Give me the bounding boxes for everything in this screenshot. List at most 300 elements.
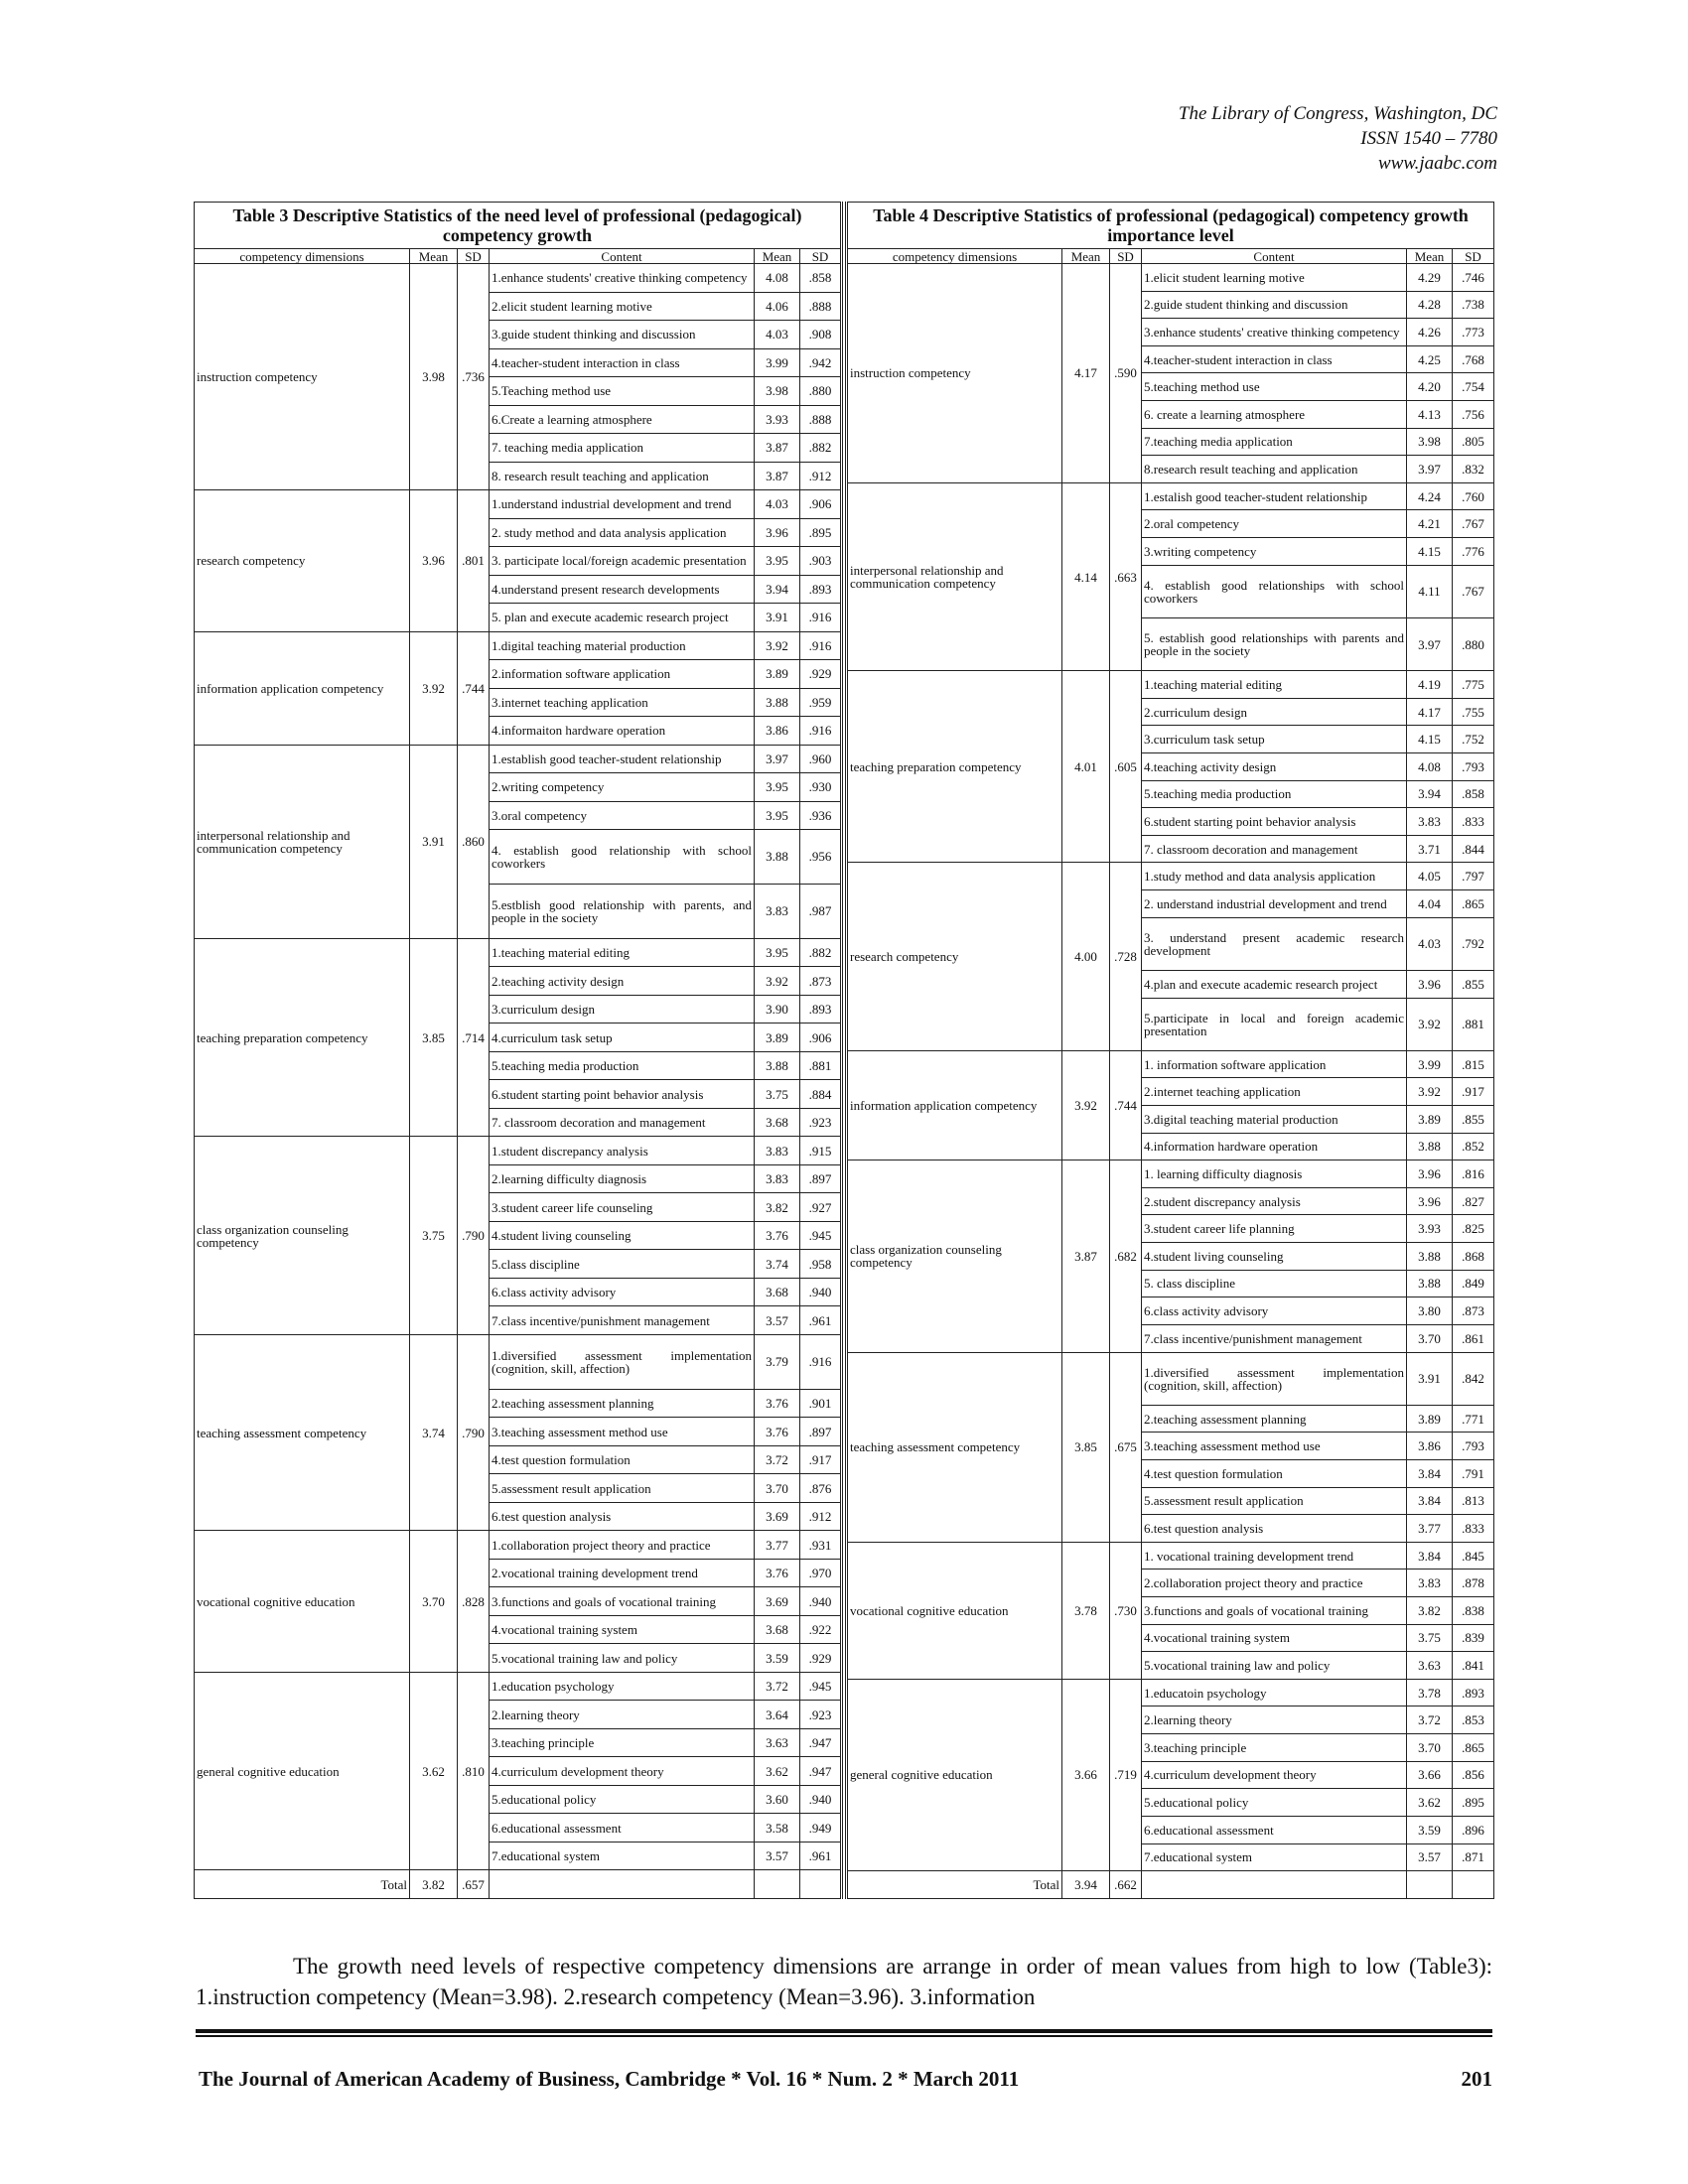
page-number: 201 xyxy=(1461,2067,1492,2091)
item-sd: .805 xyxy=(1453,428,1494,456)
item-sd: .901 xyxy=(800,1389,842,1418)
col-header-mean: Mean xyxy=(1062,249,1110,264)
item-mean: 3.94 xyxy=(755,575,800,604)
table-row xyxy=(847,264,1494,292)
item-mean: 3.68 xyxy=(755,1108,800,1137)
table-row xyxy=(195,1672,842,1701)
dimension-sd: .744 xyxy=(1110,1050,1142,1160)
item-mean: 3.64 xyxy=(755,1701,800,1729)
item-mean: 3.86 xyxy=(1407,1433,1453,1460)
item-sd: .987 xyxy=(800,884,842,938)
item-sd: .906 xyxy=(800,1024,842,1052)
dimension-cell: teaching preparation competency xyxy=(195,938,410,1137)
item-content: 2.oral competency xyxy=(1142,510,1407,538)
col-header-sd: SD xyxy=(458,249,490,264)
item-sd: .773 xyxy=(1453,319,1494,346)
item-mean: 3.76 xyxy=(755,1559,800,1587)
item-content: 3.teaching principle xyxy=(1142,1734,1407,1762)
item-sd: .838 xyxy=(1453,1597,1494,1625)
item-content: 4.information hardware operation xyxy=(1142,1133,1407,1160)
item-content: 4. establish good relationship with school coworkers xyxy=(490,830,755,885)
dimension-sd: .736 xyxy=(458,264,490,490)
item-mean: 3.94 xyxy=(1407,780,1453,808)
item-sd: .856 xyxy=(1453,1761,1494,1789)
item-content: 4.test question formulation xyxy=(490,1445,755,1474)
item-sd: .793 xyxy=(1453,753,1494,781)
item-sd: .752 xyxy=(1453,726,1494,753)
item-sd: .841 xyxy=(1453,1652,1494,1680)
dimension-cell: vocational cognitive education xyxy=(847,1542,1062,1679)
item-sd: .916 xyxy=(800,1334,842,1389)
item-content: 3.internet teaching application xyxy=(490,688,755,717)
item-content: 1.estalish good teacher-student relationship xyxy=(1142,482,1407,510)
item-sd: .947 xyxy=(800,1757,842,1786)
item-mean: 3.99 xyxy=(1407,1050,1453,1078)
dimension-mean: 3.70 xyxy=(410,1531,458,1673)
item-mean: 3.83 xyxy=(755,1164,800,1193)
item-mean: 3.93 xyxy=(755,405,800,434)
dimension-mean: 4.14 xyxy=(1062,482,1110,670)
item-content: 1. learning difficulty diagnosis xyxy=(1142,1160,1407,1188)
item-sd: .959 xyxy=(800,688,842,717)
item-sd: .833 xyxy=(1453,808,1494,836)
item-sd: .865 xyxy=(1453,1734,1494,1762)
item-content: 3.teaching assessment method use xyxy=(1142,1433,1407,1460)
item-mean: 3.60 xyxy=(755,1785,800,1814)
item-content: 4.teaching activity design xyxy=(1142,753,1407,781)
item-mean: 4.15 xyxy=(1407,538,1453,566)
item-mean: 3.87 xyxy=(755,434,800,463)
item-mean: 3.57 xyxy=(1407,1843,1453,1871)
item-mean: 3.70 xyxy=(755,1474,800,1503)
item-sd: .931 xyxy=(800,1531,842,1560)
item-content: 6.educational assessment xyxy=(490,1814,755,1843)
item-content: 7. teaching media application xyxy=(490,434,755,463)
item-content: 5.participate in local and foreign academic presentation xyxy=(1142,998,1407,1050)
header-library: The Library of Congress, Washington, DC xyxy=(1178,103,1497,124)
item-content: 4. establish good relationships with school coworkers xyxy=(1142,565,1407,617)
item-mean: 3.77 xyxy=(1407,1515,1453,1543)
item-mean: 4.26 xyxy=(1407,319,1453,346)
item-content: 5.educational policy xyxy=(490,1785,755,1814)
item-sd: .767 xyxy=(1453,510,1494,538)
total-empty-cell xyxy=(1407,1871,1453,1899)
item-sd: .738 xyxy=(1453,291,1494,319)
table-row xyxy=(195,745,842,773)
dimension-cell: research competency xyxy=(847,863,1062,1050)
item-sd: .929 xyxy=(800,660,842,689)
dimension-mean: 3.96 xyxy=(410,490,458,632)
item-sd: .852 xyxy=(1453,1133,1494,1160)
item-content: 1. information software application xyxy=(1142,1050,1407,1078)
item-mean: 3.96 xyxy=(755,518,800,547)
item-mean: 3.89 xyxy=(755,660,800,689)
item-sd: .927 xyxy=(800,1193,842,1222)
item-mean: 3.83 xyxy=(755,1137,800,1165)
item-mean: 4.08 xyxy=(1407,753,1453,781)
item-sd: .961 xyxy=(800,1306,842,1335)
item-content: 5.class discipline xyxy=(490,1250,755,1279)
item-content: 5.estblish good relationship with parents, and people in the society xyxy=(490,884,755,938)
dimension-sd: .682 xyxy=(1110,1160,1142,1352)
item-sd: .754 xyxy=(1453,373,1494,401)
item-content: 4.test question formulation xyxy=(1142,1459,1407,1487)
total-sd: .657 xyxy=(458,1870,490,1899)
item-mean: 4.03 xyxy=(755,490,800,519)
item-content: 1.educatoin psychology xyxy=(1142,1679,1407,1706)
item-sd: .903 xyxy=(800,547,842,576)
item-content: 5.assessment result application xyxy=(1142,1487,1407,1515)
col-header-item-mean: Mean xyxy=(755,249,800,264)
item-sd: .893 xyxy=(800,995,842,1024)
item-content: 4.curriculum development theory xyxy=(490,1757,755,1786)
item-content: 4.understand present research developments xyxy=(490,575,755,604)
item-sd: .878 xyxy=(1453,1570,1494,1597)
item-mean: 3.87 xyxy=(755,462,800,490)
item-content: 2.curriculum design xyxy=(1142,698,1407,726)
item-mean: 4.21 xyxy=(1407,510,1453,538)
item-mean: 3.89 xyxy=(1407,1405,1453,1433)
item-mean: 3.68 xyxy=(755,1278,800,1306)
item-mean: 3.92 xyxy=(755,967,800,996)
col-header-content: Content xyxy=(1142,249,1407,264)
item-sd: .936 xyxy=(800,801,842,830)
item-content: 2.guide student thinking and discussion xyxy=(1142,291,1407,319)
item-sd: .853 xyxy=(1453,1706,1494,1734)
item-mean: 3.99 xyxy=(755,348,800,377)
dimension-mean: 3.92 xyxy=(1062,1050,1110,1160)
dimension-sd: .828 xyxy=(458,1531,490,1673)
total-mean: 3.82 xyxy=(410,1870,458,1899)
item-sd: .880 xyxy=(800,377,842,406)
item-content: 6.class activity advisory xyxy=(1142,1297,1407,1325)
item-mean: 3.92 xyxy=(1407,998,1453,1050)
item-sd: .912 xyxy=(800,1502,842,1531)
item-sd: .915 xyxy=(800,1137,842,1165)
item-sd: .906 xyxy=(800,490,842,519)
item-content: 1.study method and data analysis application xyxy=(1142,863,1407,890)
item-mean: 4.17 xyxy=(1407,698,1453,726)
item-mean: 3.80 xyxy=(1407,1297,1453,1325)
item-sd: .945 xyxy=(800,1221,842,1250)
item-content: 8.research result teaching and application xyxy=(1142,456,1407,483)
item-content: 2.writing competency xyxy=(490,773,755,802)
item-sd: .849 xyxy=(1453,1270,1494,1297)
item-content: 4.plan and execute academic research project xyxy=(1142,970,1407,998)
dimension-sd: .605 xyxy=(1110,671,1142,863)
item-content: 3. participate local/foreign academic presentation xyxy=(490,547,755,576)
item-content: 3.oral competency xyxy=(490,801,755,830)
table-row xyxy=(195,490,842,519)
item-content: 1.enhance students' creative thinking competency xyxy=(490,264,755,293)
item-mean: 3.72 xyxy=(755,1672,800,1701)
item-sd: .791 xyxy=(1453,1459,1494,1487)
item-content: 7.educational system xyxy=(1142,1843,1407,1871)
table-row xyxy=(847,1050,1494,1078)
item-sd: .916 xyxy=(800,631,842,660)
item-sd: .881 xyxy=(1453,998,1494,1050)
item-content: 2.internet teaching application xyxy=(1142,1078,1407,1106)
item-sd: .876 xyxy=(800,1474,842,1503)
item-mean: 4.20 xyxy=(1407,373,1453,401)
item-content: 5.vocational training law and policy xyxy=(1142,1652,1407,1680)
item-content: 6.test question analysis xyxy=(490,1502,755,1531)
item-content: 3.teaching principle xyxy=(490,1728,755,1757)
dimension-sd: .675 xyxy=(1110,1352,1142,1542)
item-sd: .958 xyxy=(800,1250,842,1279)
item-sd: .940 xyxy=(800,1587,842,1616)
table-row xyxy=(195,1531,842,1560)
item-sd: .940 xyxy=(800,1278,842,1306)
dimension-sd: .801 xyxy=(458,490,490,632)
item-mean: 3.76 xyxy=(755,1389,800,1418)
total-row xyxy=(847,1871,1494,1899)
item-content: 2.learning difficulty diagnosis xyxy=(490,1164,755,1193)
item-content: 2.teaching assessment planning xyxy=(1142,1405,1407,1433)
item-sd: .945 xyxy=(800,1672,842,1701)
item-sd: .916 xyxy=(800,604,842,632)
item-sd: .970 xyxy=(800,1559,842,1587)
item-content: 7.class incentive/punishment management xyxy=(1142,1324,1407,1352)
item-sd: .917 xyxy=(1453,1078,1494,1106)
item-mean: 3.70 xyxy=(1407,1734,1453,1762)
item-sd: .947 xyxy=(800,1728,842,1757)
item-mean: 4.06 xyxy=(755,292,800,321)
item-content: 6. create a learning atmosphere xyxy=(1142,401,1407,429)
item-mean: 3.91 xyxy=(755,604,800,632)
item-mean: 4.19 xyxy=(1407,671,1453,699)
item-content: 1.teaching material editing xyxy=(1142,671,1407,699)
col-header-dimensions: competency dimensions xyxy=(195,249,410,264)
item-sd: .871 xyxy=(1453,1843,1494,1871)
dimension-cell: class organization counseling competency xyxy=(195,1137,410,1335)
item-content: 3.enhance students' creative thinking competency xyxy=(1142,319,1407,346)
item-content: 4.teacher-student interaction in class xyxy=(490,348,755,377)
dimension-cell: class organization counseling competency xyxy=(847,1160,1062,1352)
item-content: 5.educational policy xyxy=(1142,1789,1407,1817)
dimension-sd: .719 xyxy=(1110,1679,1142,1870)
col-header-item-sd: SD xyxy=(1453,249,1494,264)
item-content: 6.educational assessment xyxy=(1142,1816,1407,1843)
item-content: 4.vocational training system xyxy=(1142,1624,1407,1652)
item-mean: 3.91 xyxy=(1407,1352,1453,1405)
item-sd: .897 xyxy=(800,1418,842,1446)
dimension-sd: .790 xyxy=(458,1137,490,1335)
item-mean: 3.96 xyxy=(1407,1187,1453,1215)
item-sd: .893 xyxy=(800,575,842,604)
item-content: 7.educational system xyxy=(490,1842,755,1870)
total-empty-cell xyxy=(1142,1871,1407,1899)
table-3-title: Table 3 Descriptive Statistics of the need level of professional (pedagogical) competency growth xyxy=(195,203,842,249)
item-mean: 3.70 xyxy=(1407,1324,1453,1352)
dimension-cell: interpersonal relationship and communication competency xyxy=(195,745,410,938)
item-mean: 4.29 xyxy=(1407,264,1453,292)
item-sd: .844 xyxy=(1453,835,1494,863)
item-sd: .882 xyxy=(800,938,842,967)
item-mean: 3.83 xyxy=(1407,1570,1453,1597)
table-row xyxy=(847,1352,1494,1405)
item-mean: 3.84 xyxy=(1407,1459,1453,1487)
dimension-cell: instruction competency xyxy=(195,264,410,490)
table-row xyxy=(847,1160,1494,1188)
table-3 xyxy=(194,202,843,1899)
item-content: 1.collaboration project theory and practice xyxy=(490,1531,755,1560)
dimension-cell: vocational cognitive education xyxy=(195,1531,410,1673)
item-sd: .858 xyxy=(1453,780,1494,808)
item-sd: .755 xyxy=(1453,698,1494,726)
dimension-cell: interpersonal relationship and communication competency xyxy=(847,482,1062,670)
dimension-sd: .714 xyxy=(458,938,490,1137)
item-content: 1.diversified assessment implementation (cognition, skill, affection) xyxy=(490,1334,755,1389)
item-mean: 3.92 xyxy=(755,631,800,660)
item-sd: .839 xyxy=(1453,1624,1494,1652)
item-mean: 3.69 xyxy=(755,1587,800,1616)
item-mean: 3.92 xyxy=(1407,1078,1453,1106)
item-sd: .881 xyxy=(800,1051,842,1080)
item-mean: 3.75 xyxy=(1407,1624,1453,1652)
item-content: 5.teaching media production xyxy=(1142,780,1407,808)
dimension-cell: information application competency xyxy=(195,631,410,745)
item-content: 1.education psychology xyxy=(490,1672,755,1701)
item-mean: 3.95 xyxy=(755,938,800,967)
table-4-title: Table 4 Descriptive Statistics of professional (pedagogical) competency growth importance level xyxy=(847,203,1494,249)
dimension-cell: teaching preparation competency xyxy=(847,671,1062,863)
total-label: Total xyxy=(847,1871,1062,1899)
item-content: 4.curriculum task setup xyxy=(490,1024,755,1052)
item-sd: .868 xyxy=(1453,1243,1494,1271)
dimension-mean: 3.75 xyxy=(410,1137,458,1335)
dimension-mean: 4.17 xyxy=(1062,264,1110,483)
item-content: 4.informaiton hardware operation xyxy=(490,717,755,746)
item-content: 6.student starting point behavior analysis xyxy=(490,1080,755,1109)
footer-journal: The Journal of American Academy of Business, Cambridge * Vol. 16 * Num. 2 * March 2011 xyxy=(199,2067,1020,2091)
item-content: 6.test question analysis xyxy=(1142,1515,1407,1543)
table-row xyxy=(847,1542,1494,1570)
item-content: 2.learning theory xyxy=(490,1701,755,1729)
dimension-mean: 3.85 xyxy=(1062,1352,1110,1542)
item-sd: .845 xyxy=(1453,1542,1494,1570)
table-row xyxy=(847,482,1494,510)
item-mean: 3.95 xyxy=(755,547,800,576)
item-sd: .873 xyxy=(800,967,842,996)
item-content: 3.functions and goals of vocational training xyxy=(1142,1597,1407,1625)
item-mean: 3.83 xyxy=(755,884,800,938)
item-mean: 3.88 xyxy=(755,1051,800,1080)
item-mean: 4.03 xyxy=(755,321,800,349)
item-mean: 3.62 xyxy=(1407,1789,1453,1817)
item-sd: .923 xyxy=(800,1108,842,1137)
item-sd: .916 xyxy=(800,717,842,746)
table-row xyxy=(847,671,1494,699)
item-sd: .842 xyxy=(1453,1352,1494,1405)
item-mean: 3.96 xyxy=(1407,970,1453,998)
item-sd: .888 xyxy=(800,405,842,434)
item-content: 2.student discrepancy analysis xyxy=(1142,1187,1407,1215)
item-content: 2.elicit student learning motive xyxy=(490,292,755,321)
item-content: 4.teacher-student interaction in class xyxy=(1142,345,1407,373)
item-sd: .833 xyxy=(1453,1515,1494,1543)
dimension-cell: research competency xyxy=(195,490,410,632)
item-content: 2.collaboration project theory and practice xyxy=(1142,1570,1407,1597)
item-sd: .797 xyxy=(1453,863,1494,890)
dimension-mean: 3.74 xyxy=(410,1334,458,1530)
item-mean: 4.13 xyxy=(1407,401,1453,429)
dimension-sd: .810 xyxy=(458,1672,490,1870)
item-mean: 3.98 xyxy=(1407,428,1453,456)
item-sd: .912 xyxy=(800,462,842,490)
item-content: 3.digital teaching material production xyxy=(1142,1106,1407,1134)
item-sd: .760 xyxy=(1453,482,1494,510)
item-sd: .949 xyxy=(800,1814,842,1843)
dimension-sd: .590 xyxy=(1110,264,1142,483)
item-sd: .792 xyxy=(1453,917,1494,970)
item-mean: 3.97 xyxy=(1407,617,1453,670)
total-label: Total xyxy=(195,1870,410,1899)
item-sd: .960 xyxy=(800,745,842,773)
item-sd: .893 xyxy=(1453,1679,1494,1706)
item-sd: .873 xyxy=(1453,1297,1494,1325)
dimension-cell: information application competency xyxy=(847,1050,1062,1160)
item-content: 2.information software application xyxy=(490,660,755,689)
item-content: 3.writing competency xyxy=(1142,538,1407,566)
item-sd: .775 xyxy=(1453,671,1494,699)
dimension-mean: 3.66 xyxy=(1062,1679,1110,1870)
table-row xyxy=(195,1137,842,1165)
item-mean: 3.59 xyxy=(755,1644,800,1673)
total-empty-cell xyxy=(490,1870,755,1899)
item-mean: 4.08 xyxy=(755,264,800,293)
item-content: 1.diversified assessment implementation (cognition, skill, affection) xyxy=(1142,1352,1407,1405)
body-paragraph: The growth need levels of respective competency dimensions are arrange in order of mean values from high to low (Table3): 1.instruction competency (Mean=3.98). 2.research competency (Mean=3.96). 3.information xyxy=(196,1954,1492,2009)
item-content: 1.teaching material editing xyxy=(490,938,755,967)
item-sd: .895 xyxy=(1453,1789,1494,1817)
total-mean: 3.94 xyxy=(1062,1871,1110,1899)
item-mean: 3.88 xyxy=(755,688,800,717)
item-mean: 3.97 xyxy=(1407,456,1453,483)
item-content: 5.teaching method use xyxy=(1142,373,1407,401)
dimension-mean: 3.87 xyxy=(1062,1160,1110,1352)
item-content: 1. vocational training development trend xyxy=(1142,1542,1407,1570)
dimension-mean: 3.62 xyxy=(410,1672,458,1870)
item-content: 2.teaching assessment planning xyxy=(490,1389,755,1418)
item-sd: .923 xyxy=(800,1701,842,1729)
item-mean: 3.76 xyxy=(755,1221,800,1250)
dimension-mean: 4.01 xyxy=(1062,671,1110,863)
dimension-cell: general cognitive education xyxy=(195,1672,410,1870)
item-mean: 3.78 xyxy=(1407,1679,1453,1706)
table-row xyxy=(195,631,842,660)
item-mean: 3.63 xyxy=(1407,1652,1453,1680)
item-content: 8. research result teaching and application xyxy=(490,462,755,490)
item-content: 7.class incentive/punishment management xyxy=(490,1306,755,1335)
header-issn: ISSN 1540 – 7780 xyxy=(1360,128,1497,149)
item-content: 3. understand present academic research development xyxy=(1142,917,1407,970)
item-sd: .930 xyxy=(800,773,842,802)
item-content: 2. study method and data analysis application xyxy=(490,518,755,547)
item-sd: .897 xyxy=(800,1164,842,1193)
item-mean: 3.59 xyxy=(1407,1816,1453,1843)
item-mean: 3.93 xyxy=(1407,1215,1453,1243)
item-content: 6.class activity advisory xyxy=(490,1278,755,1306)
item-content: 5.vocational training law and policy xyxy=(490,1644,755,1673)
item-content: 3.student career life counseling xyxy=(490,1193,755,1222)
item-sd: .855 xyxy=(1453,970,1494,998)
item-mean: 3.97 xyxy=(755,745,800,773)
table-row xyxy=(195,1334,842,1389)
item-mean: 3.63 xyxy=(755,1728,800,1757)
item-mean: 4.24 xyxy=(1407,482,1453,510)
item-content: 1.student discrepancy analysis xyxy=(490,1137,755,1165)
